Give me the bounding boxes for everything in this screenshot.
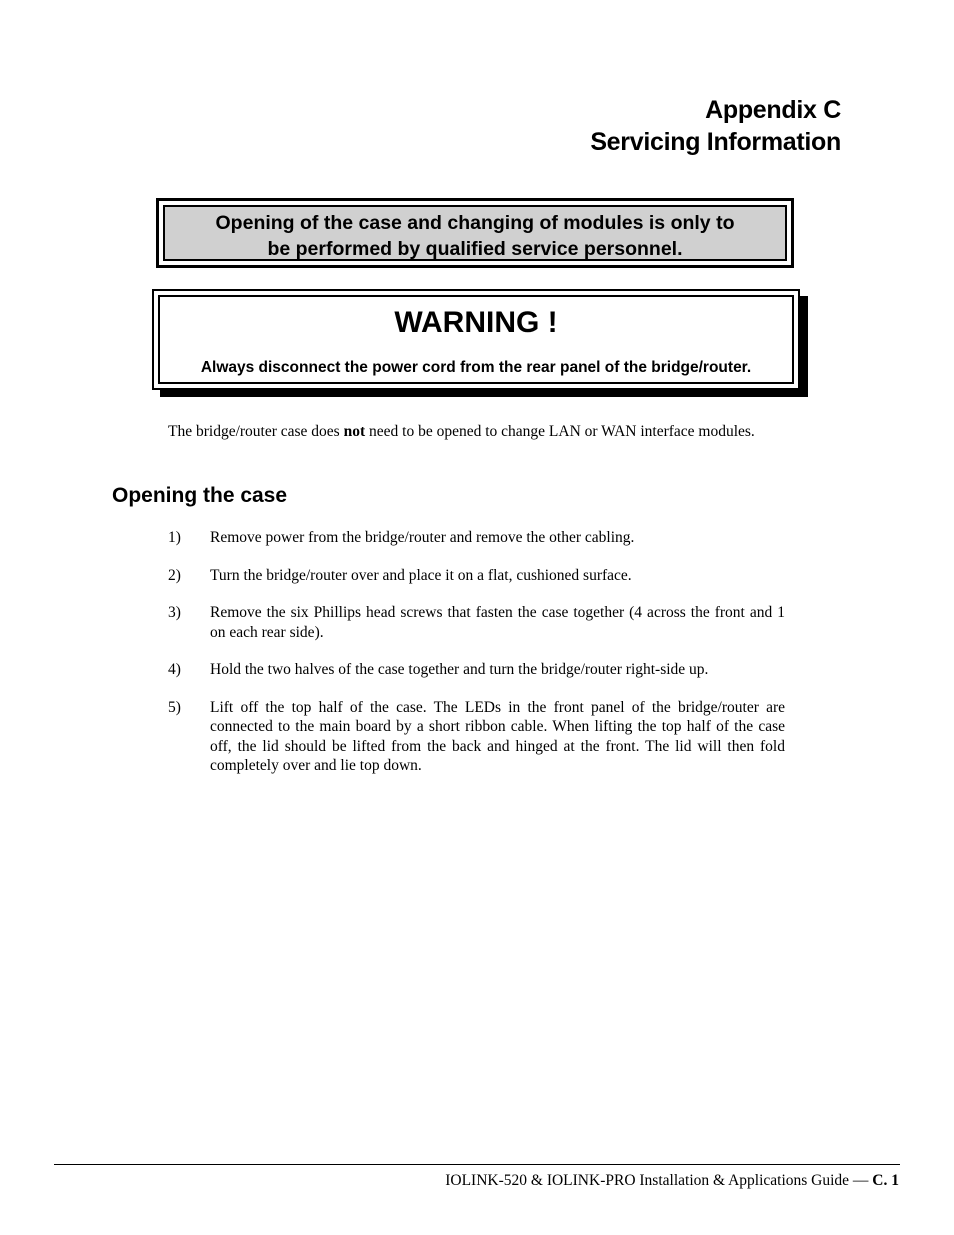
warning-box [152,289,800,390]
step-item [168,698,785,776]
caution-line-2: be performed by qualified service personnel. [267,238,683,260]
caution-line-1: Opening of the case and changing of modules is only to [215,212,735,234]
intro-text-before: The bridge/router case does [168,423,344,440]
steps-list [168,528,785,794]
warning-title: WARNING ! [394,306,558,339]
step-number: 1) [168,529,181,546]
page-number: C. 1 [872,1172,899,1189]
intro-emphasis: not [343,423,366,440]
step-item [168,566,785,586]
step-number: 4) [168,661,181,678]
step-number: 2) [168,566,181,584]
step-number: 3) [168,604,181,621]
warning-box-inner [158,295,794,384]
footer-text: IOLINK-520 & IOLINK-PRO Installation & Applications Guide — [445,1172,873,1189]
intro-paragraph [168,422,785,442]
step-item [168,603,785,642]
page-heading [590,94,841,158]
caution-box [156,198,794,268]
intro-text-after: need to be opened to change LAN or WAN interface modules. [365,423,755,440]
step-text: Remove the six Phillips head screws that fasten the case together (4 across the front and 1 on each rear side). [210,604,785,641]
section-title: Opening the case [112,484,288,507]
appendix-label: Appendix C [705,96,841,124]
step-item [168,528,785,548]
warning-text: Always disconnect the power cord from the rear panel of the bridge/router. [200,359,752,376]
step-text: Hold the two halves of the case together and turn the bridge/router right-side up. [210,661,709,678]
footer-rule [54,1164,900,1165]
step-text: Turn the bridge/router over and place it on a flat, cushioned surface. [210,566,632,584]
step-number: 5) [168,698,181,716]
page-title: Servicing Information [590,128,841,156]
page-footer [445,1171,899,1191]
caution-box-inner [163,205,787,261]
step-text: Lift off the top half of the case. The LEDs in the front panel of the bridge/router are connected to the main board by a short ribbon cable. When lifting the top half of the case off, the lid should be lifted from the back and hinged at the front. The lid will then fold completely over and lie top down. [210,698,785,774]
step-text: Remove power from the bridge/router and remove the other cabling. [210,529,635,546]
step-item [168,660,785,680]
